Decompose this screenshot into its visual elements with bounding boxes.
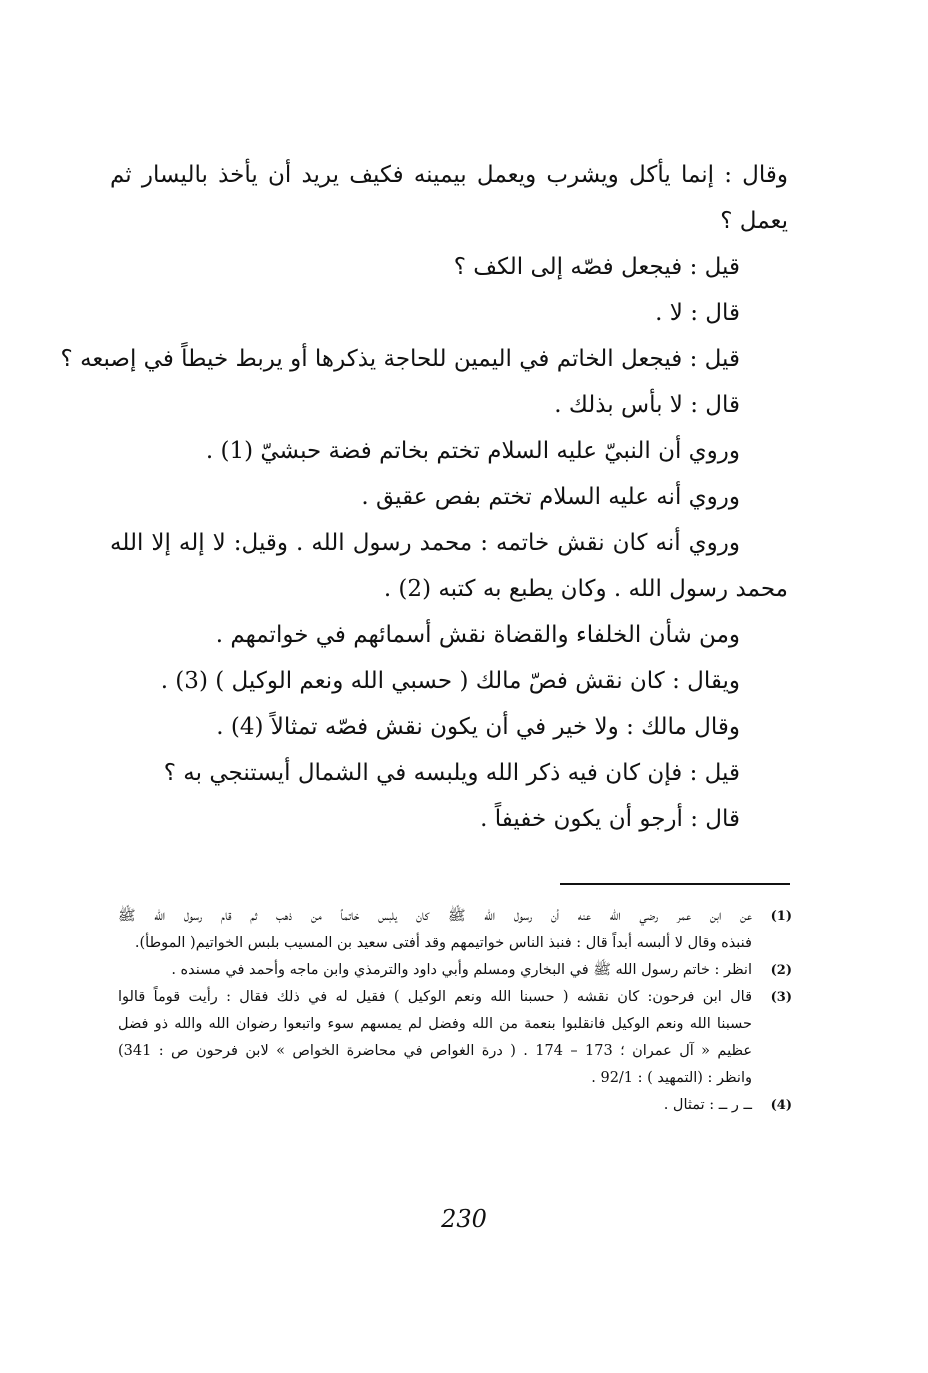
footnote [118, 1092, 792, 1119]
footnote [118, 903, 792, 957]
footnote-separator [560, 883, 790, 885]
text-line: وقال : إنما يأكل ويشرب ويعمل بيمينه فكيف يريد أن يأخذ باليسار ثم [110, 162, 788, 188]
footnote [118, 957, 792, 984]
page-number: 230 [441, 1205, 487, 1233]
footnote-number: (1) [770, 909, 792, 924]
text-line: وروي أنه كان نقش خاتمه : محمد رسول الله . وقيل: لا إله إلا الله [110, 530, 740, 556]
text-line: قال : لا بأس بذلك . [554, 392, 740, 418]
footnote-line: حسبنا الله ونعم الوكيل فانقلبوا بنعمة من الله وفضل لم يمسهم سوء واتبعوا رضوان الله والله ذو فضل [118, 1016, 752, 1032]
footnote-line: عظيم « آل عمران ؛ 173 – 174 . ( درة الغواص في محاضرة الخواص » لابن فرحون ص : 341) [118, 1043, 752, 1059]
footnote-line: ــ ر ــ : تمثال . [663, 1097, 752, 1113]
text-line: وقال مالك : ولا خير في أن يكون نقش فصّه تمثالاً (4) . [216, 714, 740, 740]
footnotes [118, 903, 792, 1119]
footnote-number: (2) [770, 963, 792, 978]
text-line: قيل : فإن كان فيه ذكر الله ويلبسه في الشمال أيستنجي به ؟ [163, 760, 740, 786]
text-line: يعمل ؟ [720, 208, 788, 234]
footnote-line: انظر : خاتم رسول الله ﷺ في البخاري ومسلم وأبي داود والترمذي وابن ماجه وأحمد في مسنده . [171, 962, 752, 978]
footnote-line: فنبذه وقال لا ألبسه أبداً قال : فنبذ الناس خواتيمهم وقد أفتى سعيد بن المسيب بلبس الخواتيم( الموطأ). [134, 935, 752, 951]
footnote-line: وانظر : (التمهيد ) : 92/1 . [591, 1070, 752, 1086]
footnote [118, 984, 792, 1092]
footnote-line: قال ابن فرحون: كان نقشه ( حسبنا الله ونعم الوكيل ) فقيل له في ذلك فقال : رأيت قوماً قالوا [118, 989, 752, 1005]
footnote-number: (4) [770, 1098, 792, 1113]
text-line: محمد رسول الله . وكان يطبع به كتبه (2) . [383, 576, 788, 602]
text-line: ويقال : كان نقش فصّ مالك ( حسبي الله ونعم الوكيل ) (3) . [160, 668, 740, 694]
main-text [60, 152, 788, 842]
footnote-number: (3) [770, 990, 792, 1005]
text-line: ومن شأن الخلفاء والقضاة نقش أسمائهم في خواتمهم . [215, 622, 740, 648]
text-line: قال : لا . [655, 300, 740, 326]
text-line: وروي أن النبيّ عليه السلام تختم بخاتم فضة حبشيّ (1) . [205, 438, 740, 464]
text-line: قيل : فيجعل الخاتم في اليمين للحاجة يذكرها أو يربط خيطاً في إصبعه ؟ [60, 346, 740, 372]
text-line: وروي أنه عليه السلام تختم بفص عقيق . [361, 484, 740, 510]
text-line: قال : أرجو أن يكون خفيفاً . [480, 806, 740, 832]
footnote-line: عن ابن عمر رضي الله عنه أن رسول الله ﷺ كان يلبس خاتماً من ذهب ثم قام رسول الله ﷺ [118, 908, 752, 924]
text-line: قيل : فيجعل فصّه إلى الكف ؟ [453, 254, 740, 280]
